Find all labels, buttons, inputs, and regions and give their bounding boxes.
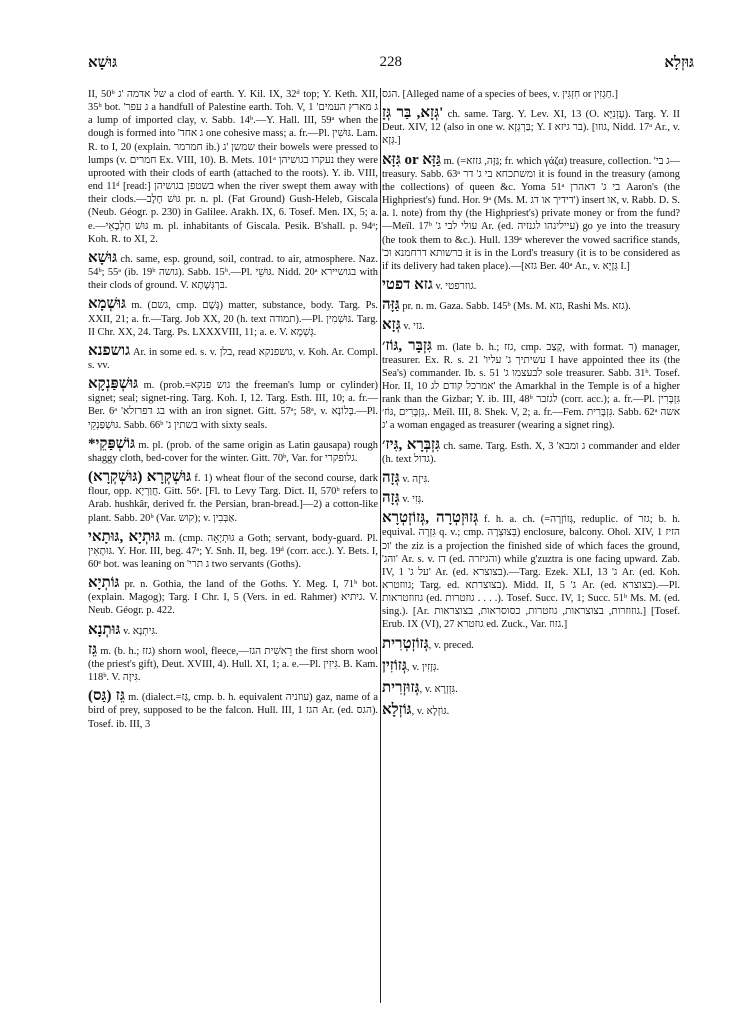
- entry-text: v. גִּיזָה.: [402, 473, 430, 485]
- dictionary-entry: [382, 152, 680, 273]
- entry-text: ch. same, esp. ground, soil, contrad. to air, atmosphere. Naz. 54ᵇ; 55ᵃ (ib. 19ᵇ גושה). Sabb. 15ᵇ.—Pl. גּוּשֵׁי. Nidd. 20ᵃ בגושיירא with their clods of ground. V. בּרְגְּשָׁתָא.: [88, 253, 378, 292]
- dictionary-entry: [382, 317, 680, 333]
- entry-text: m. (prob.=גוש פנקא the freeman's lump or cylinder) signet; seal; signet-ring. Targ. Koh. I, 12. Targ. Esth. III, 10; a. fr.—Ber. 6ᵃ 'בג דפרזלא with an iron signet. Gitt. 57ᵃ; 58ᵃ, v. בְּלוֹנָא.—Pl. גּוּשְׁפַּנְקֵי. Sabb. 66ᵇ 'בשתין ג with sixty seals.: [88, 380, 378, 431]
- entry-headword: גְּזוּזְטְרָה ,גְּזוֹזְטְרָא: [382, 510, 479, 527]
- xref-text: v. גִּזְזְרָא.: [424, 683, 458, 695]
- entry-headword: גּוּשְׁפַּנְקָא: [88, 376, 139, 393]
- entry-headword: גושפנא: [88, 342, 131, 359]
- entry-text: v. גוזרפטי.: [435, 281, 477, 293]
- entry-headword: גֵּז: [88, 641, 98, 658]
- entry-headword: גזא דפטי: [382, 277, 433, 294]
- right-running-headword: גּוּזְלָא: [664, 52, 694, 71]
- entry-text: f. 1) wheat flour of the second course, dark flour, opp. חֲוַרְיָא. Gitt. 56ᵃ. [Fl. to Levy Targ. Dict. II, 570ᵇ refers to Arab. hushkâr, derived fr. the Persian, bran-bread.]—2) a cotton-like plant. Sabb. 20ᵇ (Var. קוש); v. אַבְּבִין.: [88, 473, 378, 524]
- entry-text: m. (b. h.; גזז) shorn wool, fleece,—רֵאשִׁית הגז the first shorn wool (the priest's gift), Deut. XVIII, 4). Hull. XI, 1; a. e.—Pl. גִּיזִין. B. Kam. 118ᵇ. V. גִּיזָה.: [88, 645, 378, 684]
- dictionary-entry: [88, 436, 378, 465]
- entry-text: m. pl. (prob. of the same origin as Latin gausapa) rough shaggy cloth, bed-cover for the winter. Gitt. 70ᵇ, Var. for גלופקרי.: [88, 439, 378, 464]
- entry-text: m. (late b. h.; גזז, cmp. קָצַב, with format. ר) manager, treasurer. Ex. R. s. 21 'עשיתיך ג' עליו I have appointed thee its (the Sea's) commander. Ib. s. 51 'לבעצמו ג sole treasurer. Sabb. 31ᵇ. Tosef. Hor. II, 10 אמרכל קודם לג' the Amarkhal in the Temple is of a higher rank than the Gizbar; Y. ib. III, 48ᵇ לגזבר (corr. acc.); a. fr.—Pl. גִּזְבָּרִין ,גִּזְבָּרִים ,גּוֹז׳. Meïl. III, 8. Shek. V, 2; a. fr.—Fem. גִּזְבָּרִית. Sabb. 62ᵃ אשה ג' a woman engaged as treasurer (wearing a signet ring).: [382, 341, 680, 432]
- entry-headword: גּוּשְׁמָא: [88, 296, 126, 313]
- dictionary-entry: [88, 296, 378, 338]
- dictionary-entry: [88, 376, 378, 432]
- xref-headword: גּוֹזְלָא: [382, 702, 412, 719]
- cross-reference-entry: גְּזוֹזִין, v. גְּזָזִין.: [382, 657, 440, 674]
- entry-headword: גּוֹתְיָא: [88, 575, 120, 592]
- entry-headword: גְּזָא: [382, 317, 401, 334]
- entry-text: הגס. [Alleged name of a species of bees, v. חִזְגִּין or חַגְזִין.]: [382, 89, 618, 100]
- dictionary-entry: [382, 277, 680, 293]
- dictionary-entry: [88, 343, 378, 372]
- xref-headword: גְּזוֹזִין: [382, 657, 407, 674]
- entry-text: II, 50ᵇ של אדמה 'ג a clod of earth. Y. Kil. IX, 32ᵈ top; Y. Keth. XII, 35ᵇ bot. 'ג עפר a handfull of Palestine earth. Toh. V, 1 'ג מארץ העמים a lump of imported clay, v. Sabb. 14ᵇ.—Y. Hall. III, 59ᵃ when the dough is formed into 'ג אחד one cohesive mass; a. fr.—Pl. גּוּשִׁין. Lam. R. to I, 20 (explain. חמרמר ib.) שמשן 'ג their bowels were pressed to lumps (v. חמרים Ex. VIII, 10). B. Mets. 101ᵃ נעקרו בגושיהן they were uprooted with their clods of earth (attached to the roots). Y. ib. VIII, end 11ᵈ [read:] בשטפן בגושיהן when the river swept them away with their clods.—גּוּשׁ חָלָב pr. n. pl. (Fat Ground) Gush-Heleb, Giscala (Neub. Géogr. p. 230) in Galilee. Arakh. IX, 6. Tosef. Men. IX, 5; a. e.—גּוּשׁ חַלְבָאֵי m. pl. inhabitants of Giscala. Pesik. B'shall. p. 94ᵃ; Koh. R. to XI, 2.: [88, 89, 378, 245]
- entry-text: Ar. in some ed. s. v. בלן, read גושפנקא, v. Koh. Ar. Compl. s. vv.: [88, 346, 378, 371]
- entry-text: ch. same. Targ. Y. Lev. XI, 13 (O. עָזְנִיָּא). Targ. Y. II Deut. XIV, 12 (also in one w. בַּרְגְּזָא; Y. I בר גיזא). [גוזו, Nidd. 17ᵃ Ar., v. גְּזָא.]: [382, 109, 680, 147]
- entry-headword: גּוּתְיָא ,גּוּתָאי: [88, 528, 161, 545]
- page-number: 228: [379, 53, 402, 70]
- left-column: [88, 88, 378, 998]
- entry-headword: גּוּתְנָא: [88, 621, 121, 638]
- dictionary-entry: [88, 642, 378, 684]
- entry-text: pr. n. m. Gaza. Sabb. 145ᵇ (Ms. M. גזא, Rashi Ms. גזא).: [402, 301, 631, 313]
- dictionary-entry: [382, 490, 680, 506]
- dictionary-entry: [88, 88, 378, 246]
- xref-headword: גְּזוּזְרִית: [382, 679, 420, 696]
- entry-headword: *גּוֹשְׁפַּקֵי: [88, 435, 136, 452]
- dictionary-entry: [382, 510, 680, 631]
- entry-headword: גִּזָּא or גַּזָּא: [382, 151, 441, 168]
- entry-text: v. גזי.: [403, 321, 425, 333]
- dictionary-entry: [88, 250, 378, 292]
- entry-text: ch. same. Targ. Esth. X, 3 'ג ומבא commander and elder (h. text גדול).: [382, 440, 680, 465]
- dictionary-entry: [88, 622, 378, 638]
- cross-reference-entry: גּוֹזְלָא, v. גּוֹזְלָא.: [382, 702, 450, 719]
- dictionary-entry: [88, 469, 378, 525]
- left-running-headword: גּוּשָׁא: [88, 52, 118, 71]
- column-divider: [380, 88, 381, 1003]
- entry-text: m. (=גַּזָּה, גּזזא; fr. which γάζα) treasure, collection. 'ג בי—treasury. Sabb. 63ᵃ ומשתכחא בי ג' דר it is found in the treasury (among the collections) of queen &c. Yoma 51ᵃ בי ג' דאהרן Aaron's (the Highpriest's) fund. Hor. 9ᵃ (Ms. M. דידיך או דג') insert או, v. Rabb. D. S. a. l. note) from thy (the Highpriest's) private money or from the fund?—Meïl. 17ᵇ 'עולי לבי ג Ar. (ed. עיילינהו לגנזיה) go ye into the treasury (he took them to &c.). Hull. 139ᵃ wherever the vowed sacrifice stands, 'ברשותא דרחמנא וכ it is in the Lord's treasury (it is to be considered as if its delivery had taken place).—[גזא Ber. 40ᵃ Ar., v. גְּזָיָא I.]: [382, 155, 680, 272]
- xref-text: v. גּוֹזְלָא.: [416, 706, 450, 718]
- dictionary-entry: [382, 338, 680, 433]
- dictionary-entry: [88, 688, 378, 730]
- right-column: [382, 88, 680, 998]
- entry-headword: גּוּשְׁקְרָא (גּוּשְׁקְרָא): [88, 469, 192, 486]
- dictionary-entry: [88, 575, 378, 617]
- dictionary-entry: [382, 437, 680, 466]
- dictionary-entry: [382, 88, 680, 101]
- dictionary-entry: [382, 297, 680, 313]
- entry-text: m. (גשם, cmp. גֶּשֶׁם) matter, substance, body. Targ. Ps. XXII, 21; a. fr.—Targ. Job XX, 20 (h. text תמודה).—Pl. גּוּשְׁמִין. Targ. II Chr. XX, 24. Targ. Ps. LXXXVIII, 11; a. e. V. גְּשְׁמָא.: [88, 300, 378, 338]
- entry-headword: גִּזְבָּר ,גּוֹז׳: [382, 337, 432, 354]
- dictionary-entry: [88, 529, 378, 571]
- entry-headword: (גַּס) גֵּז: [88, 688, 125, 705]
- cross-reference-entry: גְּזוֹזְטְרִית, v. preced.: [382, 635, 474, 652]
- xref-text: v. גְּזָזִין.: [412, 661, 440, 673]
- dictionary-entry: [382, 470, 680, 486]
- entry-headword: גְּזָה: [382, 469, 400, 486]
- entry-text: v. גִּיתְנָא.: [123, 625, 158, 637]
- entry-text: pr. n. Gothia, the land of the Goths. Y. Meg. I, 71ᵇ bot. (explain. Magog); Targ. I Chr. I, 5 (Vers. in ed. Rahmer) גיתיא. V. Neub. Géogr. p. 422.: [88, 579, 378, 617]
- xref-text: v. preced.: [433, 639, 474, 651]
- entry-headword: גּוּשָׁא: [88, 249, 118, 266]
- entry-headword: גַּזָּה: [382, 297, 400, 314]
- entry-text: f. h. a. ch. (=גְּזוֹזְרָה, reduplic. of גזר; b. h. equival. גִּזְרָה q. v.; cmp. בְּצוּצְרָה) enclosure, balcony. Ohol. XIV, 1 הזיז וכ' the ziz is a projection the finished side of which faces the ground, 'והג' Ar. s. v. דז (ed. והגיזרה) while g'zuztra is one facing upward. Zab. IV, 1 'על ג' Ar. (ed. בצוצרא).—Targ. Ezek. XLI, 13 'ג Ar. (ed. Koh. גווזטרא; Targ. ed. בצוצרתא). Midd. II, 5 'ג Ar. (ed. בצוצרא).—Pl. גוזוזטראות (ed. גוזטרות . . . .). Tosef. Succ. IV, 1; Succ. 51ᵇ Ms. M. (ed. sing.). [Ar. גוזוזרות, בצוצראות, גוזטרות, כסוסראות, בצוצראות.] [Tosef. Erub. IX (VI), 27 גוזטרא ed. Zuck., Var. גזוז.]: [382, 514, 680, 631]
- entry-text: m. (dialect.=גַּז, cmp. b. h. equivalent עוזניה) gaz, name of a bird of prey, supposed to be the falcon. Hull. III, 1 הגז Ar. (ed. הגס). Tosef. ib. III, 3: [88, 692, 378, 730]
- xref-headword: גְּזוֹזְטְרִית: [382, 635, 429, 652]
- entry-text: m. (cmp. גּוּתְיָאָה a Goth; servant, body-guard. Pl. גּוּתָאִין. Y. Hor. III, beg. 47ᵃ; Y. Snh. II, beg. 19ᵈ (corr. acc.). Y. Bets. I, 60ᵉ bot. was leaning on 'ג תרי two servants (Goths).: [88, 532, 378, 570]
- dictionary-entry: [382, 105, 680, 147]
- page-header: [88, 50, 694, 74]
- entry-text: v. גְּזִי.: [402, 494, 424, 506]
- entry-headword: גִּזְבְּרָא ,גִּיז׳: [382, 436, 441, 453]
- entry-headword: גְּזָא, בַּר גְּזָ': [382, 105, 444, 122]
- entry-headword: גְּזָה: [382, 490, 400, 507]
- cross-reference-entry: גְּזוּזְרִית, v. גִּזְזְרָא.: [382, 679, 458, 696]
